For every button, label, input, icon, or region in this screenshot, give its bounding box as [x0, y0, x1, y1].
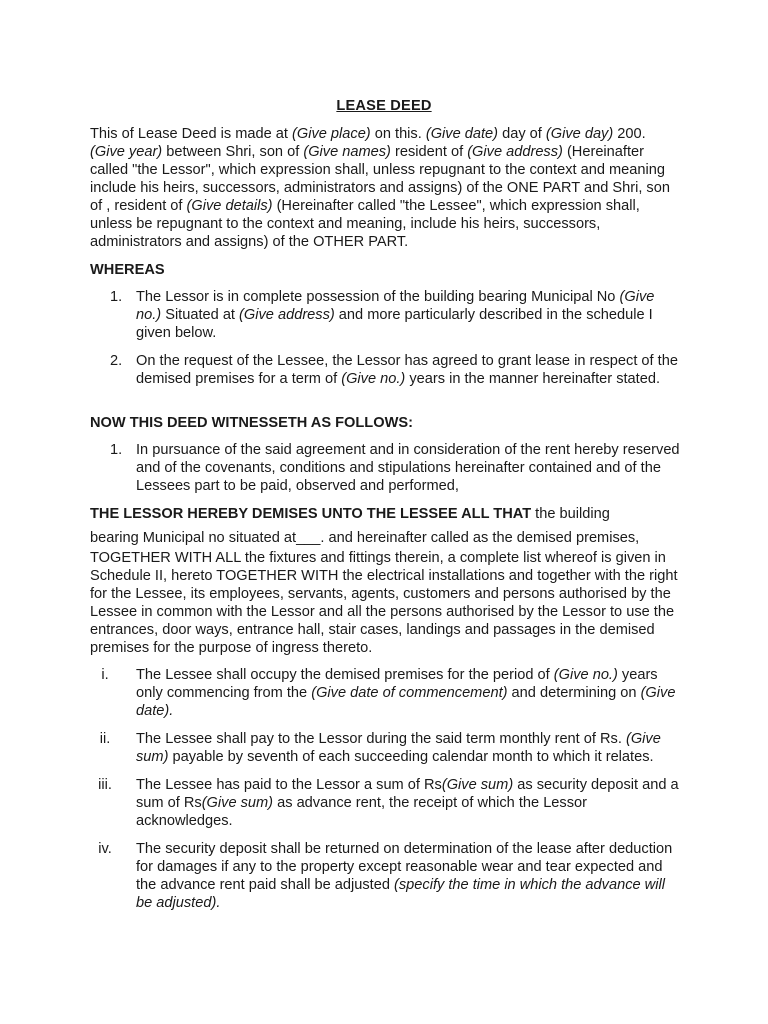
list-item: 1. The Lessor is in complete possession of the building bearing Municipal No (Give no.) Situated at (Give address) and more particularly described in the schedule I given below.	[110, 289, 655, 341]
placeholder-day: (Give day)	[545, 126, 614, 142]
demise-paragraph: THE LESSOR HEREBY DEMISES UNTO THE LESSEE ALL THAT the building bearing Municipal no situated at___. and hereinafter called as the demised premises, TOGETHER WITH ALL the fixtures and fittings therein, a complete list whereof is given in Schedule II, hereto TOGETHER WITH the electrical installations and together with the right for the Lessee, its employees, servants, agents, customers and persons authorised by the Lessee in common with the Lessor and all the persons authorised by the Lessor to use the entrances, door ways, entrance hall, stair cases, landings and passages in the demised premises for the purpose of ingress thereto.	[90, 506, 678, 656]
list-item: iii. The Lessee has paid to the Lessor a sum of Rs(Give sum) as security deposit and a sum of Rs(Give sum) as advance rent, the receipt of which the Lessor acknowledges.	[98, 777, 679, 829]
intro-paragraph: This of Lease Deed is made at (Give place) on this. (Give date) day of (Give day) 200. (Give year) between Shri, son of (Give names) resident of (Give address) (Hereinafter called "the Lessor", which expression shall, unless repugnant to the context and meaning include his heirs, successors, administrators and assigns) of the ONE PART and Shri, son of , resident of (Give details) (Hereinafter called "the Lessee", which expression shall, unless be repugnant to the context and meaning, include his heirs, successors, administrators and assigns) of the OTHER PART.	[90, 126, 670, 250]
list-item: 2. On the request of the Lessee, the Lessor has agreed to grant lease in respect of the demised premises for a term of (Give no.) years in the manner hereinafter stated.	[110, 353, 678, 387]
placeholder-date: (Give date)	[425, 126, 499, 142]
document-title: LEASE DEED	[336, 98, 432, 114]
placeholder-place: (Give place)	[292, 126, 371, 142]
whereas-list	[90, 288, 680, 398]
witnesseth-heading: NOW THIS DEED WITNESSETH AS FOLLOWS:	[90, 415, 413, 431]
demise-bold-clause: THE LESSOR HEREBY DEMISES UNTO THE LESSEE ALL THAT	[90, 506, 532, 522]
placeholder-details: (Give details)	[186, 198, 273, 214]
whereas-heading: WHEREAS	[90, 262, 165, 278]
clauses-list	[90, 666, 680, 922]
witnesseth-list	[90, 441, 680, 505]
list-item: 1. In pursuance of the said agreement and in consideration of the rent hereby reserved and of the covenants, conditions and stipulations hereinafter contained and of the Lessees part to be paid, observed and performed,	[110, 442, 680, 494]
placeholder-address: (Give address)	[467, 144, 563, 160]
placeholder-year: (Give year)	[90, 144, 163, 160]
list-item: iv. The security deposit shall be returned on determination of the lease after deduction for damages if any to the property except reasonable wear and tear expected and the advance rent paid shall be adjusted (specify the time in which the advance will be adjusted).	[98, 841, 673, 911]
list-item: ii. The Lessee shall pay to the Lessor during the said term monthly rent of Rs. (Give sum) payable by seventh of each succeeding calendar month to which it relates.	[99, 731, 661, 765]
list-item: i. The Lessee shall occupy the demised premises for the period of (Give no.) years only commencing from the (Give date of commencement) and determining on (Give date).	[101, 667, 676, 719]
placeholder-names: (Give names)	[303, 144, 391, 160]
